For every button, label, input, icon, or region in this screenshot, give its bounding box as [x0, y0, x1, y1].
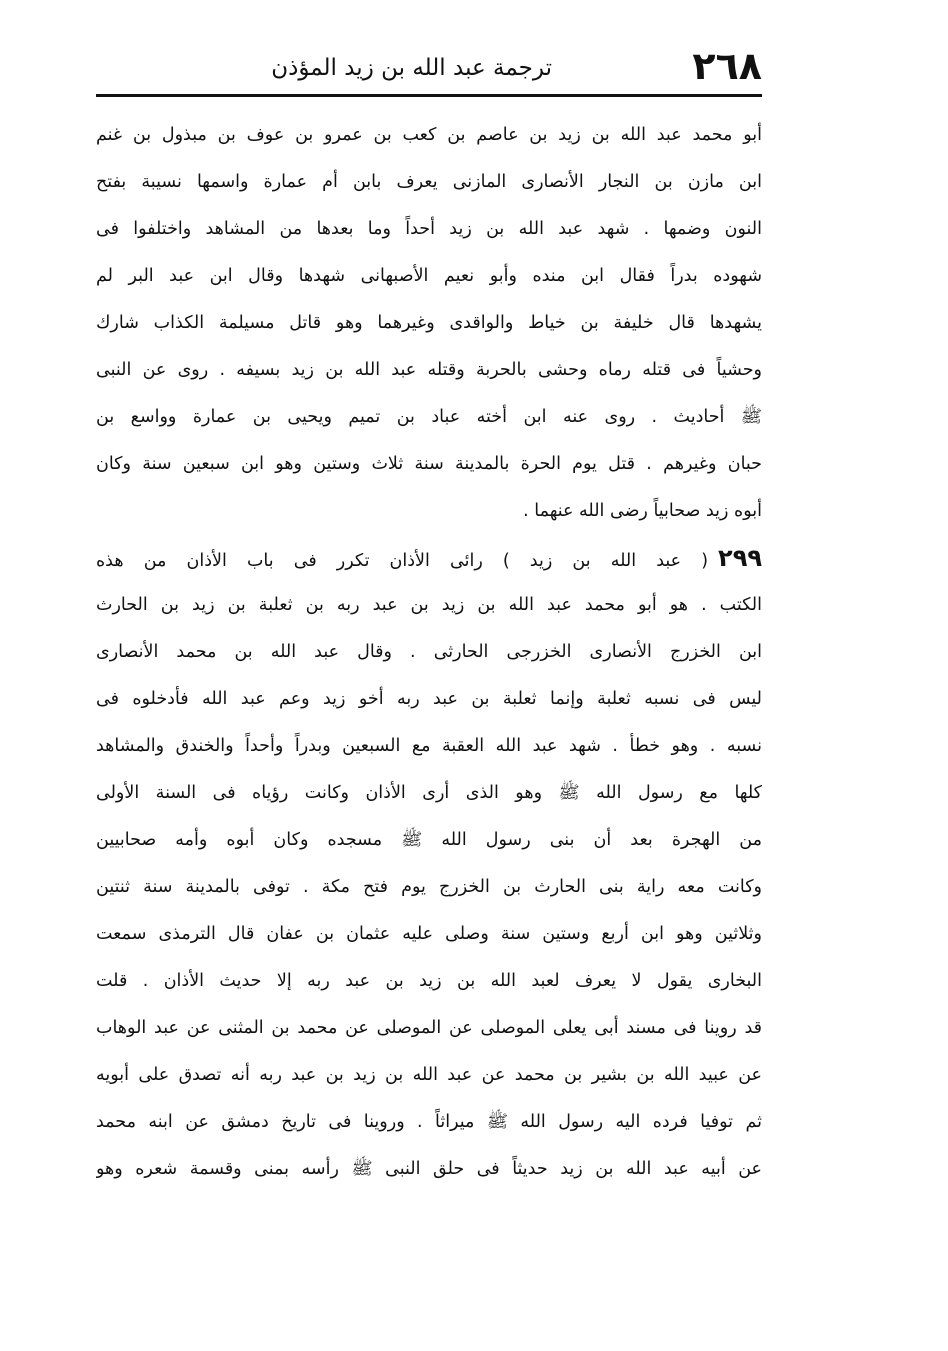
text-line: الكتب . هو أبو محمد عبد الله بن زيد بن عبد ربه بن ثعلبة بن زيد بن الحارث — [96, 595, 762, 615]
text-line: أبوه زيد صحابياً رضى الله عنهما . — [523, 501, 762, 521]
entry-heading-text: ( عبد الله بن زيد ) رائى الأذان تكرر فى باب الأذان من هذه — [96, 551, 709, 571]
text-line: ابن الخزرج الأنصارى الخزرجى الحارثى . وقال عبد الله بن محمد الأنصارى — [96, 642, 762, 662]
text-line: ليس فى نسبه ثعلبة وإنما ثعلبة بن عبد ربه أخو زيد وعم عبد الله فأدخلوه فى — [96, 689, 762, 709]
page-number: ٢٦٨ — [692, 44, 762, 88]
text-line: نسبه . وهو خطأ . شهد عبد الله العقبة مع السبعين وبدراً وأحداً والخندق والمشاهد — [96, 736, 762, 756]
text-line: حبان وغيرهم . قتل يوم الحرة بالمدينة سنة ثلاث وستين وهو ابن سبعين سنة وكان — [96, 454, 762, 474]
text-line: وكانت معه راية بنى الحارث بن الخزرج يوم فتح مكة . توفى بالمدينة سنة ثنتين — [96, 877, 762, 897]
running-title: ترجمة عبد الله بن زيد المؤذن — [271, 55, 552, 81]
text-line: ﷺ أحاديث . روى عنه ابن أخته عباد بن تميم ويحيى بن عمارة وواسع بن — [96, 407, 762, 427]
text-line: من الهجرة بعد أن بنى رسول الله ﷺ مسجده وكان أبوه وأمه صحابيين — [96, 830, 762, 850]
text-line: عن عبيد الله بن بشير بن محمد عن عبد الله بن زيد بن عبد ربه أنه تصدق على أبويه — [96, 1065, 762, 1085]
text-line: ثم توفيا فرده اليه رسول الله ﷺ ميراثاً . وروينا فى تاريخ دمشق عن ابنه محمد — [96, 1112, 762, 1132]
text-line: ابن مازن بن النجار الأنصارى المازنى يعرف بابن أم عمارة واسمها نسيبة بفتح — [96, 172, 762, 192]
text-line: النون وضمها . شهد عبد الله بن زيد أحداً وما بعدها من المشاهد واختلفوا فى — [96, 219, 762, 239]
text-line: وثلاثين وهو ابن أربع وستين سنة وصلى عليه عثمان بن عفان قال الترمذى سمعت — [96, 924, 762, 944]
page-body — [96, 112, 762, 1193]
text-line: عن أبيه عبد الله بن زيد حديثاً فى حلق النبى ﷺ رأسه بمنى وقسمة شعره وهو — [96, 1159, 762, 1179]
header-rule — [96, 94, 762, 97]
entry-heading-line — [96, 535, 762, 582]
text-line: شهوده بدراً فقال ابن منده وأبو نعيم الأصبهانى شهدها وقال ابن عبد البر لم — [96, 266, 762, 286]
text-line: أبو محمد عبد الله بن زيد بن عاصم بن كعب بن عمرو بن عوف بن مبذول بن غنم — [96, 125, 762, 145]
text-line: وحشياً فى قتله رماه وحشى بالحربة وقتله عبد الله بن زيد بسيفه . روى عن النبى — [96, 360, 762, 380]
entry-number: ٢٩٩ — [718, 544, 762, 572]
text-line: البخارى يقول لا يعرف لعبد الله بن زيد بن عبد ربه إلا حديث الأذان . قلت — [96, 971, 762, 991]
text-line: يشهدها قال خليفة بن خياط والواقدى وغيرهما وهو قاتل مسيلمة الكذاب شارك — [96, 313, 762, 333]
text-line: كلها مع رسول الله ﷺ وهو الذى أرى الأذان وكانت رؤياه فى السنة الأولى — [96, 783, 762, 803]
text-line: قد روينا فى مسند أبى يعلى الموصلى عن الموصلى عن محمد بن المثنى عن عبد الوهاب — [96, 1018, 762, 1038]
page-header — [96, 40, 762, 94]
